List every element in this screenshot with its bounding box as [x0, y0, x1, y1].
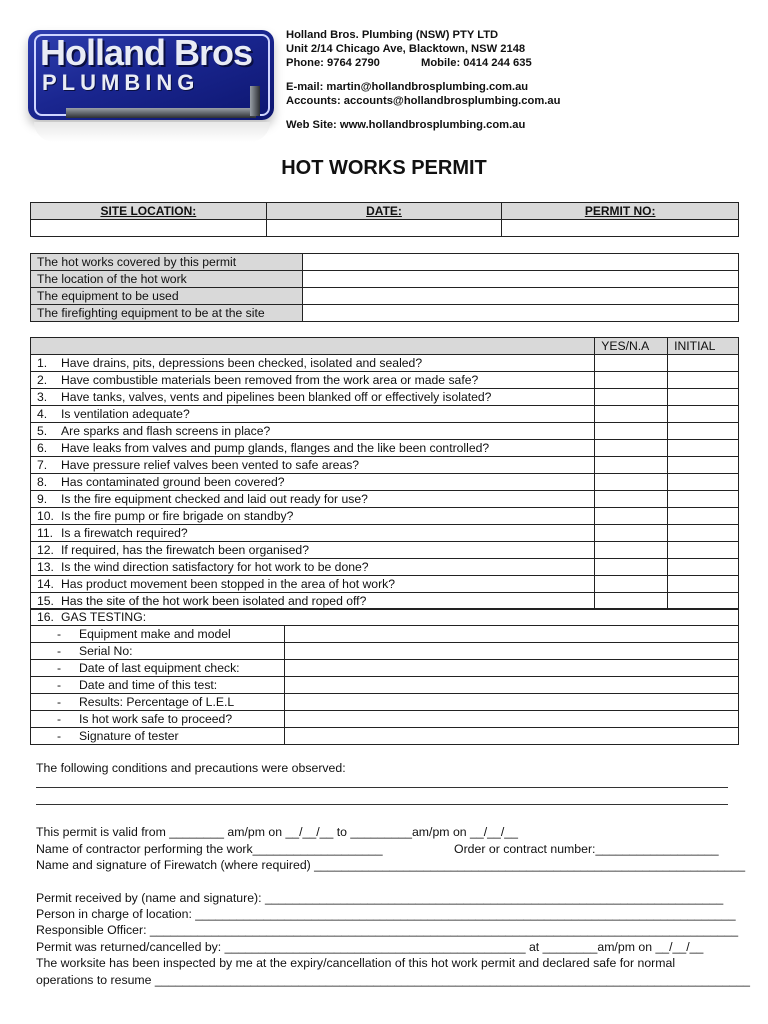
- bullet-dash: -: [57, 678, 62, 692]
- checklist-question: [31, 508, 595, 525]
- checklist-row: [31, 508, 739, 525]
- gas-testing-label: [31, 626, 285, 643]
- site-location-field[interactable]: [31, 220, 267, 237]
- checklist-row: [31, 593, 739, 610]
- gas-testing-field[interactable]: [285, 643, 739, 660]
- info-field[interactable]: [303, 254, 739, 271]
- initial-cell[interactable]: [668, 508, 739, 525]
- gas-testing-label: [31, 660, 285, 677]
- permit-no-field[interactable]: [502, 220, 739, 237]
- checklist-row: [31, 491, 739, 508]
- gas-testing-row: [31, 660, 739, 677]
- question-text: Have drains, pits, depressions been checked, isolated and sealed?: [61, 356, 423, 370]
- question-number: 6.: [37, 441, 48, 455]
- checklist-question: [31, 372, 595, 389]
- checklist-row: [31, 406, 739, 423]
- checklist-question: [31, 457, 595, 474]
- yes-na-cell[interactable]: [595, 389, 668, 406]
- person-in-charge-line[interactable]: Person in charge of location: _______________________________________________________________________________: [36, 907, 736, 921]
- checklist-question: [31, 491, 595, 508]
- checklist-row: [31, 525, 739, 542]
- checklist-question: [31, 423, 595, 440]
- initial-cell[interactable]: [668, 542, 739, 559]
- gas-testing-label: [31, 694, 285, 711]
- site-table: [30, 202, 739, 237]
- question-number: 5.: [37, 424, 48, 438]
- yes-na-header: YES/N.A: [595, 338, 668, 355]
- inspection-statement: The worksite has been inspected by me at the expiry/cancellation of this hot work permit and declared safe for normal: [36, 956, 676, 970]
- yes-na-cell[interactable]: [595, 542, 668, 559]
- gas-testing-field[interactable]: [285, 660, 739, 677]
- checklist-row: [31, 559, 739, 576]
- operations-resume-line[interactable]: operations to resume _______________________________________________________________________________________: [36, 973, 750, 987]
- company-email: E-mail: martin@hollandbrosplumbing.com.au: [286, 81, 529, 93]
- checklist-row: [31, 474, 739, 491]
- checklist-row: [31, 440, 739, 457]
- checklist-header-blank: [31, 338, 595, 355]
- logo-sub-text: PLUMBING: [42, 70, 200, 95]
- checklist-table: [30, 337, 739, 610]
- bullet-dash: -: [57, 627, 62, 641]
- initial-cell[interactable]: [668, 457, 739, 474]
- company-address: Unit 2/14 Chicago Ave, Blacktown, NSW 2148: [286, 43, 526, 55]
- gas-testing-field[interactable]: [285, 728, 739, 745]
- yes-na-cell[interactable]: [595, 457, 668, 474]
- info-label: The hot works covered by this permit: [31, 254, 303, 271]
- yes-na-cell[interactable]: [595, 559, 668, 576]
- checklist-question: [31, 389, 595, 406]
- question-number: 1.: [37, 356, 48, 370]
- gas-testing-label-text: Signature of tester: [79, 729, 179, 743]
- gas-testing-label: [31, 643, 285, 660]
- question-text: Are sparks and flash screens in place?: [61, 424, 271, 438]
- initial-header: INITIAL: [668, 338, 739, 355]
- question-number: 2.: [37, 373, 48, 387]
- question-number: 13.: [37, 560, 54, 574]
- initial-cell[interactable]: [668, 423, 739, 440]
- yes-na-cell[interactable]: [595, 406, 668, 423]
- bullet-dash: -: [57, 661, 62, 675]
- company-phones: [286, 56, 560, 70]
- gas-testing-label-text: Serial No:: [79, 644, 133, 658]
- page-title: HOT WORKS PERMIT: [281, 157, 487, 179]
- permit-no-header: PERMIT NO:: [502, 203, 739, 220]
- initial-cell[interactable]: [668, 355, 739, 372]
- initial-cell[interactable]: [668, 491, 739, 508]
- gas-testing-row: [31, 711, 739, 728]
- question-number: 12.: [37, 543, 54, 557]
- gas-testing-field[interactable]: [285, 677, 739, 694]
- gas-testing-label: [31, 728, 285, 745]
- gas-testing-label-text: Equipment make and model: [79, 627, 231, 641]
- yes-na-cell[interactable]: [595, 423, 668, 440]
- info-label: The location of the hot work: [31, 271, 303, 288]
- yes-na-cell[interactable]: [595, 355, 668, 372]
- checklist-row: [31, 457, 739, 474]
- gas-testing-label: [31, 711, 285, 728]
- date-field[interactable]: [266, 220, 502, 237]
- question-number: 9.: [37, 492, 48, 506]
- question-number: 3.: [37, 390, 48, 404]
- company-mobile: Mobile: 0414 244 635: [421, 57, 532, 69]
- gas-testing-field[interactable]: [285, 694, 739, 711]
- yes-na-cell[interactable]: [595, 508, 668, 525]
- question-text: If required, has the firewatch been organised?: [61, 543, 309, 557]
- yes-na-cell[interactable]: [595, 525, 668, 542]
- company-name: Holland Bros. Plumbing (NSW) PTY LTD: [286, 29, 499, 41]
- bullet-dash: -: [57, 729, 62, 743]
- info-field[interactable]: [303, 271, 739, 288]
- site-location-header: SITE LOCATION:: [31, 203, 267, 220]
- question-number: 4.: [37, 407, 48, 421]
- company-website: Web Site: www.hollandbrosplumbing.com.au: [286, 119, 526, 131]
- initial-cell[interactable]: [668, 525, 739, 542]
- question-text: Is the fire pump or fire brigade on standby?: [61, 509, 294, 523]
- bullet-dash: -: [57, 644, 62, 658]
- bullet-dash: -: [57, 712, 62, 726]
- question-text: Have tanks, valves, vents and pipelines been blanked off or effectively isolated?: [61, 390, 492, 404]
- checklist-question: [31, 559, 595, 576]
- gas-testing-row: [31, 694, 739, 711]
- info-field[interactable]: [303, 288, 739, 305]
- question-text: Has contaminated ground been covered?: [61, 475, 285, 489]
- question-number: 15.: [37, 594, 54, 608]
- yes-na-cell[interactable]: [595, 372, 668, 389]
- initial-cell[interactable]: [668, 389, 739, 406]
- question-number: 11.: [37, 526, 54, 540]
- gas-testing-heading: [31, 609, 739, 626]
- order-number-line[interactable]: Order or contract number:__________________: [454, 842, 719, 856]
- returned-by-line[interactable]: Permit was returned/cancelled by: ____________________________________________ at ________am/pm on __/__/__: [36, 940, 704, 954]
- company-accounts: Accounts: accounts@hollandbrosplumbing.com.au: [286, 95, 561, 107]
- gas-testing-table: [30, 608, 739, 745]
- checklist-row: [31, 542, 739, 559]
- question-text: Has the site of the hot work been isolated and roped off?: [61, 594, 367, 608]
- conditions-line-2[interactable]: [36, 804, 728, 805]
- checklist-question: [31, 440, 595, 457]
- checklist-question: [31, 355, 595, 372]
- logo-pipe-bend-icon: [250, 86, 260, 116]
- checklist-row: [31, 355, 739, 372]
- logo-reflection: [34, 122, 270, 142]
- question-text: Is ventilation adequate?: [61, 407, 190, 421]
- initial-cell[interactable]: [668, 440, 739, 457]
- gas-testing-label-text: Date and time of this test:: [79, 678, 218, 692]
- gas-testing-row: [31, 728, 739, 745]
- initial-cell[interactable]: [668, 559, 739, 576]
- work-details-table: [30, 253, 739, 322]
- question-number: 8.: [37, 475, 48, 489]
- yes-na-cell[interactable]: [595, 491, 668, 508]
- initial-cell[interactable]: [668, 406, 739, 423]
- question-text: Have leaks from valves and pump glands, flanges and the like been controlled?: [61, 441, 490, 455]
- gas-testing-number: 16.: [37, 610, 54, 624]
- yes-na-cell[interactable]: [595, 576, 668, 593]
- checklist-question: [31, 406, 595, 423]
- checklist-question: [31, 576, 595, 593]
- question-text: Is the fire equipment checked and laid out ready for use?: [61, 492, 368, 506]
- question-number: 7.: [37, 458, 48, 472]
- responsible-officer-line[interactable]: Responsible Officer: ______________________________________________________________________________________: [36, 923, 739, 937]
- checklist-row: [31, 372, 739, 389]
- gas-testing-field[interactable]: [285, 626, 739, 643]
- question-text: Is the wind direction satisfactory for hot work to be done?: [61, 560, 369, 574]
- gas-testing-label-text: Is hot work safe to proceed?: [79, 712, 233, 726]
- gas-testing-label-text: Date of last equipment check:: [79, 661, 240, 675]
- checklist-question: [31, 593, 595, 610]
- gas-testing-row: [31, 677, 739, 694]
- checklist-question: [31, 525, 595, 542]
- initial-cell[interactable]: [668, 474, 739, 491]
- date-header: DATE:: [266, 203, 502, 220]
- received-by-line[interactable]: Permit received by (name and signature): ___________________________________________________________________: [36, 891, 724, 905]
- question-text: Have pressure relief valves been vented to safe areas?: [61, 458, 360, 472]
- gas-testing-label: [31, 677, 285, 694]
- conditions-line-1[interactable]: [36, 787, 728, 788]
- yes-na-cell[interactable]: [595, 440, 668, 457]
- yes-na-cell[interactable]: [595, 474, 668, 491]
- contractor-line[interactable]: Name of contractor performing the work___________________: [36, 842, 383, 856]
- gas-testing-field[interactable]: [285, 711, 739, 728]
- checklist-question: [31, 474, 595, 491]
- checklist-question: [31, 542, 595, 559]
- company-logo: [28, 30, 274, 120]
- gas-testing-title: GAS TESTING:: [61, 610, 147, 624]
- question-text: Has product movement been stopped in the area of hot work?: [61, 577, 396, 591]
- gas-testing-row: [31, 626, 739, 643]
- initial-cell[interactable]: [668, 372, 739, 389]
- company-details: [286, 28, 560, 132]
- info-field[interactable]: [303, 305, 739, 322]
- checklist-row: [31, 423, 739, 440]
- question-number: 10.: [37, 509, 54, 523]
- valid-from-line[interactable]: This permit is valid from ________ am/pm on __/__/__ to _________am/pm on __/__/__: [36, 825, 518, 839]
- conditions-text: The following conditions and precautions were observed:: [36, 761, 346, 775]
- info-label: The equipment to be used: [31, 288, 303, 305]
- logo-brand-text: Holland Bros: [40, 32, 253, 73]
- question-text: Is a firewatch required?: [61, 526, 188, 540]
- logo-pipe-icon: [66, 108, 256, 118]
- question-number: 14.: [37, 577, 54, 591]
- yes-na-cell[interactable]: [595, 593, 668, 610]
- question-text: Have combustible materials been removed from the work area or made safe?: [61, 373, 479, 387]
- firewatch-line[interactable]: Name and signature of Firewatch (where required) _______________________________________________________________: [36, 858, 746, 872]
- gas-testing-row: [31, 643, 739, 660]
- bullet-dash: -: [57, 695, 62, 709]
- checklist-row: [31, 389, 739, 406]
- initial-cell[interactable]: [668, 576, 739, 593]
- gas-testing-label-text: Results: Percentage of L.E.L: [79, 695, 235, 709]
- company-phone: Phone: 9764 2790: [286, 57, 380, 69]
- info-label: The firefighting equipment to be at the site: [31, 305, 303, 322]
- initial-cell[interactable]: [668, 593, 739, 610]
- checklist-row: [31, 576, 739, 593]
